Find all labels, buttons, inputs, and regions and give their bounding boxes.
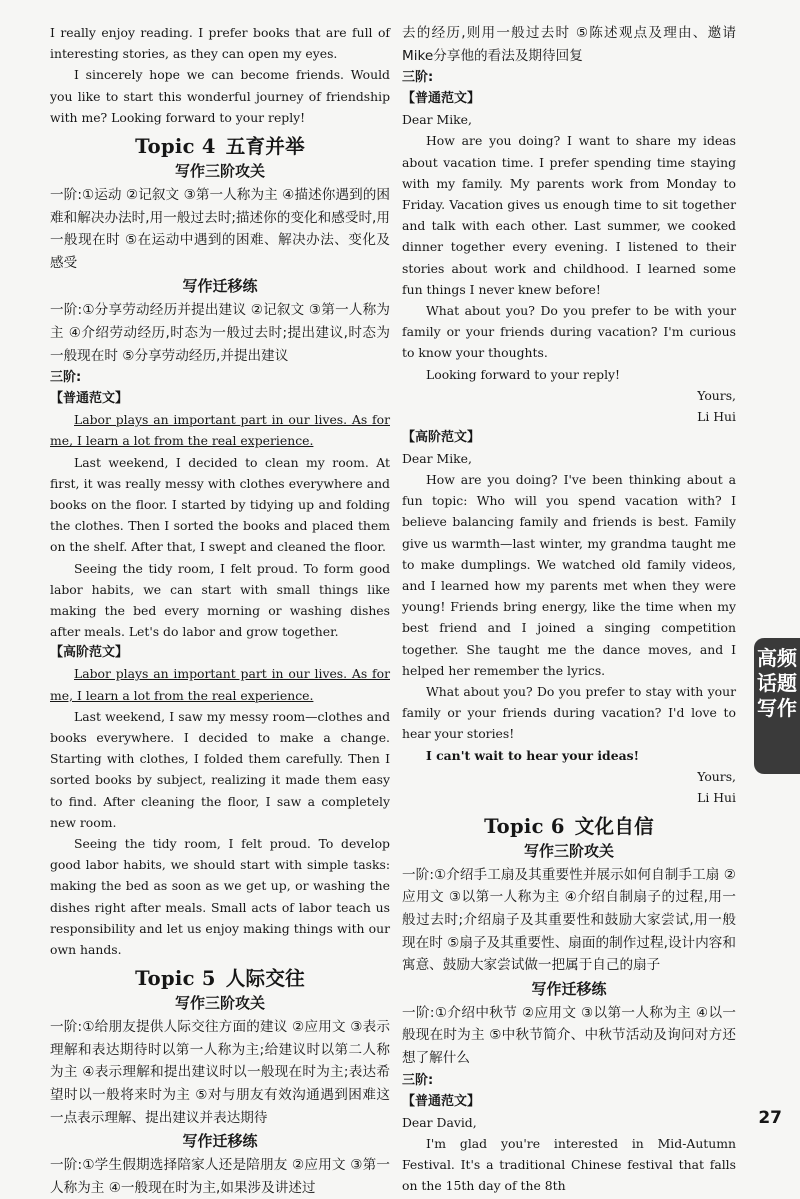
letter-signature: Li Hui — [697, 408, 736, 424]
advanced-sample-label: 【高阶范文】 — [50, 645, 129, 661]
topic-6-attack-heading: 写作三阶攻关 — [523, 841, 614, 860]
letter-greeting: Dear Mike, — [402, 112, 472, 128]
letter-closing: Yours, — [697, 387, 736, 403]
letter-signature: Li Hui — [697, 789, 736, 805]
letter-greeting: Dear Mike, — [402, 450, 472, 466]
letter-greeting: Dear David, — [402, 1114, 477, 1130]
right-column — [402, 22, 736, 1196]
topic-6-name: 文化自信 — [574, 814, 654, 838]
topic-4-transfer-heading: 写作迁移练 — [182, 277, 258, 296]
topic-4-transfer-steps: 一阶:①分享劳动经历并提出建议 ②记叙文 ③第一人称为主 ④介绍劳动经历,时态为一般过去时;提出建议,时态为一般现在时 ⑤分享劳动经历,并提出建议 — [50, 302, 390, 364]
advanced-sample-paragraph-3: Seeing the tidy room, I felt proud. To develop good labor habits, we should start with simple tasks: making the bed as soon as we get up, or washing the dishes right after meals. Small acts of labor teach us responsibility and let us enjoy making things with our own hands. — [50, 836, 390, 958]
festival-letter-paragraph-1: I'm glad you're interested in Mid-Autumn Festival. It's a traditional Chinese festival that falls on the 15th day of the 8th — [402, 1135, 736, 1194]
topic-6-title — [402, 811, 736, 839]
left-column — [50, 22, 390, 1199]
topic-6-label: Topic 6 — [484, 814, 565, 838]
topic-5-transfer-steps: 一阶:①学生假期选择陪家人还是陪朋友 ②应用文 ③第一人称为主 ④一般现在时为主,如果涉及讲述过 — [50, 1157, 390, 1196]
stage-3-label: 三阶: — [402, 70, 434, 86]
topic-5-attack-heading: 写作三阶攻关 — [174, 994, 265, 1013]
normal-letter-paragraph-2: What about you? Do you prefer to be with your family or your friends during vacation? I'm curious to know your thoughts. — [402, 303, 736, 361]
advanced-letter-paragraph-3: I can't wait to hear your ideas! — [426, 747, 640, 763]
normal-sample-paragraph-3: Seeing the tidy room, I felt proud. To form good labor habits, we can start with small things like making the bed every morning or washing dishes after meals. Let's do labor and grow together. — [50, 560, 390, 640]
normal-letter-paragraph-3: Looking forward to your reply! — [426, 366, 621, 382]
topic-6-transfer-heading: 写作迁移练 — [531, 979, 607, 998]
normal-sample-paragraph-2: Last weekend, I decided to clean my room. At first, it was really messy with clothes everywhere and books on the floor. I started by tidying up and folding the clothes. Then I sorted the books and placed them on the shelf. After that, I swept and cleaned the floor. — [50, 454, 390, 555]
topic-5-label: Topic 5 — [135, 967, 216, 991]
normal-sample-label: 【普通范文】 — [402, 91, 481, 107]
advanced-letter-paragraph-1: How are you doing? I've been thinking about a fun topic: Who will you spend vacation with? I believe balancing family and friends is best. Family give us warmth—last winter, my grandma taught me to make dumplings. We watched old family videos, and I learned how my parents met when they were young! Friends bring energy, like the time when my best friend and I joined a singing competition together. She taught me the dance moves, and I helped her remember the lyrics. — [402, 472, 736, 678]
topic-4-title — [50, 131, 390, 159]
intro-paragraph-2: I sincerely hope we can become friends. Would you like to start this wonderful journey of friendship with me? Looking forward to your reply! — [50, 67, 390, 125]
topic-6-transfer-steps: 一阶:①介绍中秋节 ②应用文 ③以第一人称为主 ④以一般现在时为主 ⑤中秋节简介、中秋节活动及询问对方还想了解什么 — [402, 1004, 736, 1067]
stage-3-label: 三阶: — [50, 370, 82, 386]
topic-6-attack-steps: 一阶:①介绍手工扇及其重要性并展示如何自制手工扇 ②应用文 ③以第一人称为主 ④介绍自制扇子的过程,用一般过去时;介绍扇子及其重要性和鼓励大家尝试,用一般现在时 ⑤扇子及其重要性、扇面的制作过程,设计内容和寓意、鼓励大家尝试做一把属于自己的扇子 — [402, 866, 736, 974]
advanced-sample-label: 【高阶范文】 — [402, 429, 481, 445]
intro-paragraph-1: I really enjoy reading. I prefer books that are full of interesting stories, as they can open my eyes. — [50, 25, 390, 62]
advanced-letter-paragraph-2: What about you? Do you prefer to stay with your family or your friends during vacation? I'd love to hear your stories! — [402, 684, 736, 742]
normal-sample-paragraph-1: Labor plays an important part in our lives. As for me, I learn a lot from the real experience. — [50, 412, 390, 449]
normal-letter-paragraph-1: How are you doing? I want to share my ideas about vacation time. I prefer spending time staying with my family. My parents work from Monday to Friday. Vacation gives us enough time to sit together and talk with each other. Last summer, we cooked dinner together every evening. I listened to their stories about work and childhood. I learned some fun things I never knew before! — [402, 133, 736, 297]
topic-4-name: 五育并举 — [225, 135, 305, 159]
normal-sample-label: 【普通范文】 — [402, 1093, 481, 1109]
topic-4-attack-steps: 一阶:①运动 ②记叙文 ③第一人称为主 ④描述你遇到的困难和解决办法时,用一般过去时;描述你的变化和感受时,用一般现在时 ⑤在运动中遇到的困难、解决办法、变化及感受 — [50, 187, 390, 271]
letter-closing: Yours, — [697, 768, 736, 784]
advanced-sample-paragraph-1: Labor plays an important part in our lives. As for me, I learn a lot from the real experience. — [50, 666, 390, 703]
stage-3-label: 三阶: — [402, 1072, 434, 1088]
topic-4-label: Topic 4 — [135, 135, 216, 159]
topic-5-attack-steps: 一阶:①给朋友提供人际交往方面的建议 ②应用文 ③表示理解和表达期待时以第一人称为主;给建议时以第二人称为主 ④表示理解和提出建议时以一般现在时为主;表达希望时以一般将来时为主 ⑤对与朋友有效沟通遇到困难这一点表示理解、提出建议并表达期待 — [50, 1019, 390, 1126]
normal-sample-label: 【普通范文】 — [50, 391, 129, 407]
side-section-tab: 高频话题写作 — [754, 638, 800, 774]
advanced-sample-paragraph-2: Last weekend, I saw my messy room—clothes and books everywhere. I decided to make a change. Starting with clothes, I folded them carefully. Then I sorted books by subject, realizing it made them easy to find. After cleaning the floor, I saw a completely new room. — [50, 708, 390, 830]
topic-5-title — [50, 963, 390, 991]
topic-4-attack-heading: 写作三阶攻关 — [174, 162, 265, 181]
topic-5-name: 人际交往 — [225, 967, 305, 991]
page-number: 27 — [758, 1108, 782, 1128]
topic-5-transfer-steps-continued: 去的经历,则用一般过去时 ⑤陈述观点及理由、邀请Mike分享他的看法及期待回复 — [402, 25, 736, 64]
topic-5-transfer-heading: 写作迁移练 — [182, 1132, 258, 1151]
